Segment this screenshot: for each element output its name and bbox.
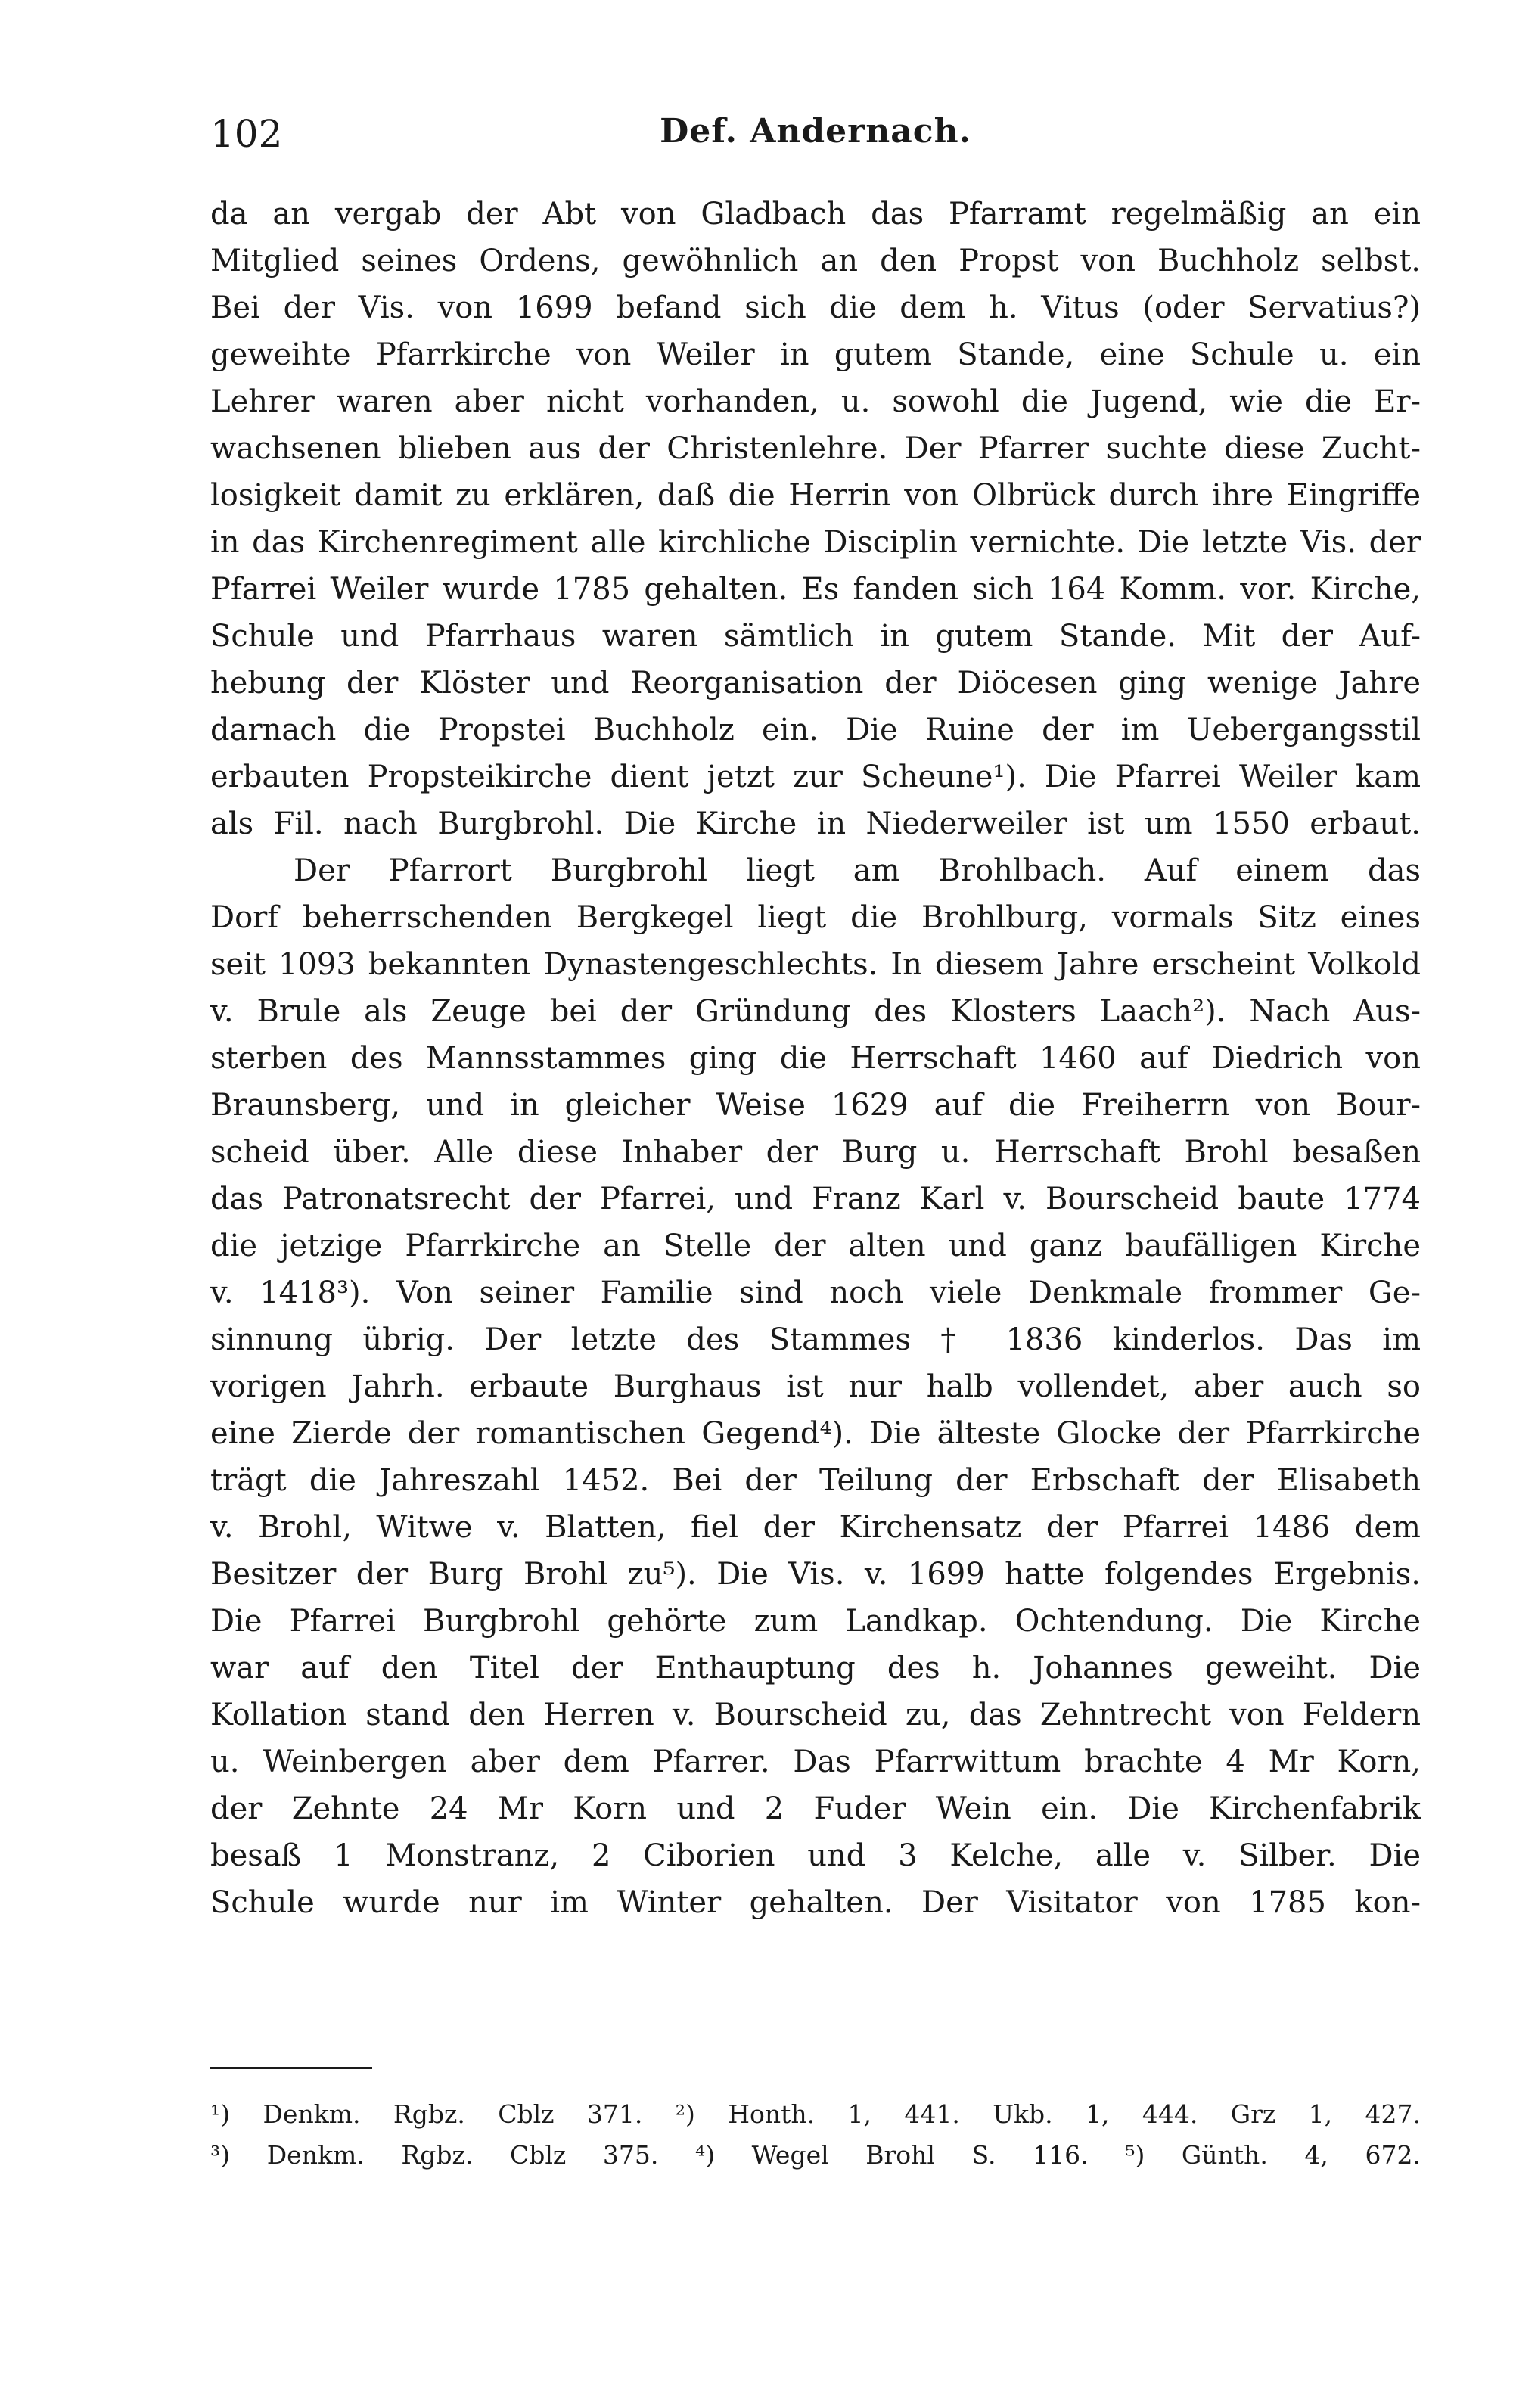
text-line: v. Brule als Zeuge bei der Gründung des Klosters Laach²). Nach Aus-	[210, 994, 1421, 1029]
text-line: besaß 1 Monstranz, 2 Ciborien und 3 Kelche, alle v. Silber. Die	[210, 1838, 1421, 1873]
text-line: Dorf beherrschenden Bergkegel liegt die Brohlburg, vormals Sitz eines	[210, 900, 1421, 935]
page-number: 102	[210, 112, 283, 156]
text-line: Braunsberg, und in gleicher Weise 1629 auf die Freiherrn von Bour-	[210, 1088, 1421, 1123]
text-line: seit 1093 bekannten Dynastengeschlechts. In diesem Jahre erscheint Volkold	[210, 947, 1421, 982]
text-line: wachsenen blieben aus der Christenlehre. Der Pfarrer suchte diese Zucht-	[210, 431, 1421, 466]
body-text	[210, 191, 1421, 1926]
text-line: Kollation stand den Herren v. Bourscheid zu, das Zehntrecht von Feldern	[210, 1698, 1421, 1732]
paragraph-start-line: Der Pfarrort Burgbrohl liegt am Brohlbach. Auf einem das	[294, 853, 1421, 888]
text-line: der Zehnte 24 Mr Korn und 2 Fuder Wein ein. Die Kirchenfabrik	[210, 1791, 1421, 1826]
text-line: vorigen Jahrh. erbaute Burghaus ist nur halb vollendet, aber auch so	[210, 1369, 1421, 1404]
text-line: darnach die Propstei Buchholz ein. Die Ruine der im Uebergangsstil	[210, 713, 1421, 747]
footnote-separator	[210, 2067, 372, 2069]
text-line: losigkeit damit zu erklären, daß die Herrin von Olbrück durch ihre Eingriffe	[210, 478, 1421, 513]
text-line: in das Kirchenregiment alle kirchliche Disciplin vernichte. Die letzte Vis. der	[210, 525, 1421, 560]
footnote-line: ³) Denkm. Rgbz. Cblz 375. ⁴) Wegel Brohl S. 116. ⁵) Günth. 4, 672.	[210, 2140, 1421, 2170]
text-line: Besitzer der Burg Brohl zu⁵). Die Vis. v. 1699 hatte folgendes Ergebnis.	[210, 1557, 1421, 1592]
text-line: Die Pfarrei Burgbrohl gehörte zum Landkap. Ochtendung. Die Kirche	[210, 1604, 1421, 1639]
text-line: da an vergab der Abt von Gladbach das Pfarramt regelmäßig an ein	[210, 197, 1421, 231]
text-line: die jetzige Pfarrkirche an Stelle der alten und ganz baufälligen Kirche	[210, 1229, 1421, 1263]
text-line: Schule und Pfarrhaus waren sämtlich in gutem Stande. Mit der Auf-	[210, 619, 1421, 654]
text-line: u. Weinbergen aber dem Pfarrer. Das Pfarrwittum brachte 4 Mr Korn,	[210, 1745, 1421, 1779]
text-line: Lehrer waren aber nicht vorhanden, u. sowohl die Jugend, wie die Er-	[210, 384, 1421, 419]
footnote-line: ¹) Denkm. Rgbz. Cblz 371. ²) Honth. 1, 441. Ukb. 1, 444. Grz 1, 427.	[210, 2099, 1421, 2129]
text-line: als Fil. nach Burgbrohl. Die Kirche in Niederweiler ist um 1550 erbaut.	[210, 806, 1421, 841]
text-line: hebung der Klöster und Reorganisation der Diöcesen ging wenige Jahre	[210, 666, 1421, 701]
text-line: scheid über. Alle diese Inhaber der Burg u. Herrschaft Brohl besaßen	[210, 1135, 1421, 1170]
text-line: geweihte Pfarrkirche von Weiler in gutem Stande, eine Schule u. ein	[210, 337, 1421, 372]
text-line: v. 1418³). Von seiner Familie sind noch viele Denkmale frommer Ge-	[210, 1275, 1421, 1310]
page-header	[210, 106, 1421, 166]
text-line: sterben des Mannsstammes ging die Herrschaft 1460 auf Diedrich von	[210, 1041, 1421, 1076]
text-line: das Patronatsrecht der Pfarrei, und Franz Karl v. Bourscheid baute 1774	[210, 1182, 1421, 1216]
footnotes	[210, 2094, 1421, 2176]
text-line: Pfarrei Weiler wurde 1785 gehalten. Es fanden sich 164 Komm. vor. Kirche,	[210, 572, 1421, 607]
text-line: trägt die Jahreszahl 1452. Bei der Teilung der Erbschaft der Elisabeth	[210, 1463, 1421, 1498]
running-head: Def. Andernach.	[660, 112, 971, 151]
text-line: war auf den Titel der Enthauptung des h. Johannes geweiht. Die	[210, 1651, 1421, 1686]
text-line: erbauten Propsteikirche dient jetzt zur Scheune¹). Die Pfarrei Weiler kam	[210, 760, 1421, 794]
text-line: Bei der Vis. von 1699 befand sich die dem h. Vitus (oder Servatius?)	[210, 291, 1421, 325]
text-line: v. Brohl, Witwe v. Blatten, fiel der Kirchensatz der Pfarrei 1486 dem	[210, 1510, 1421, 1545]
text-line: Mitglied seines Ordens, gewöhnlich an den Propst von Buchholz selbst.	[210, 244, 1421, 278]
text-line: Schule wurde nur im Winter gehalten. Der Visitator von 1785 kon-	[210, 1885, 1421, 1920]
text-line: eine Zierde der romantischen Gegend⁴). Die älteste Glocke der Pfarrkirche	[210, 1416, 1421, 1451]
text-line: sinnung übrig. Der letzte des Stammes † 1836 kinderlos. Das im	[210, 1322, 1421, 1357]
